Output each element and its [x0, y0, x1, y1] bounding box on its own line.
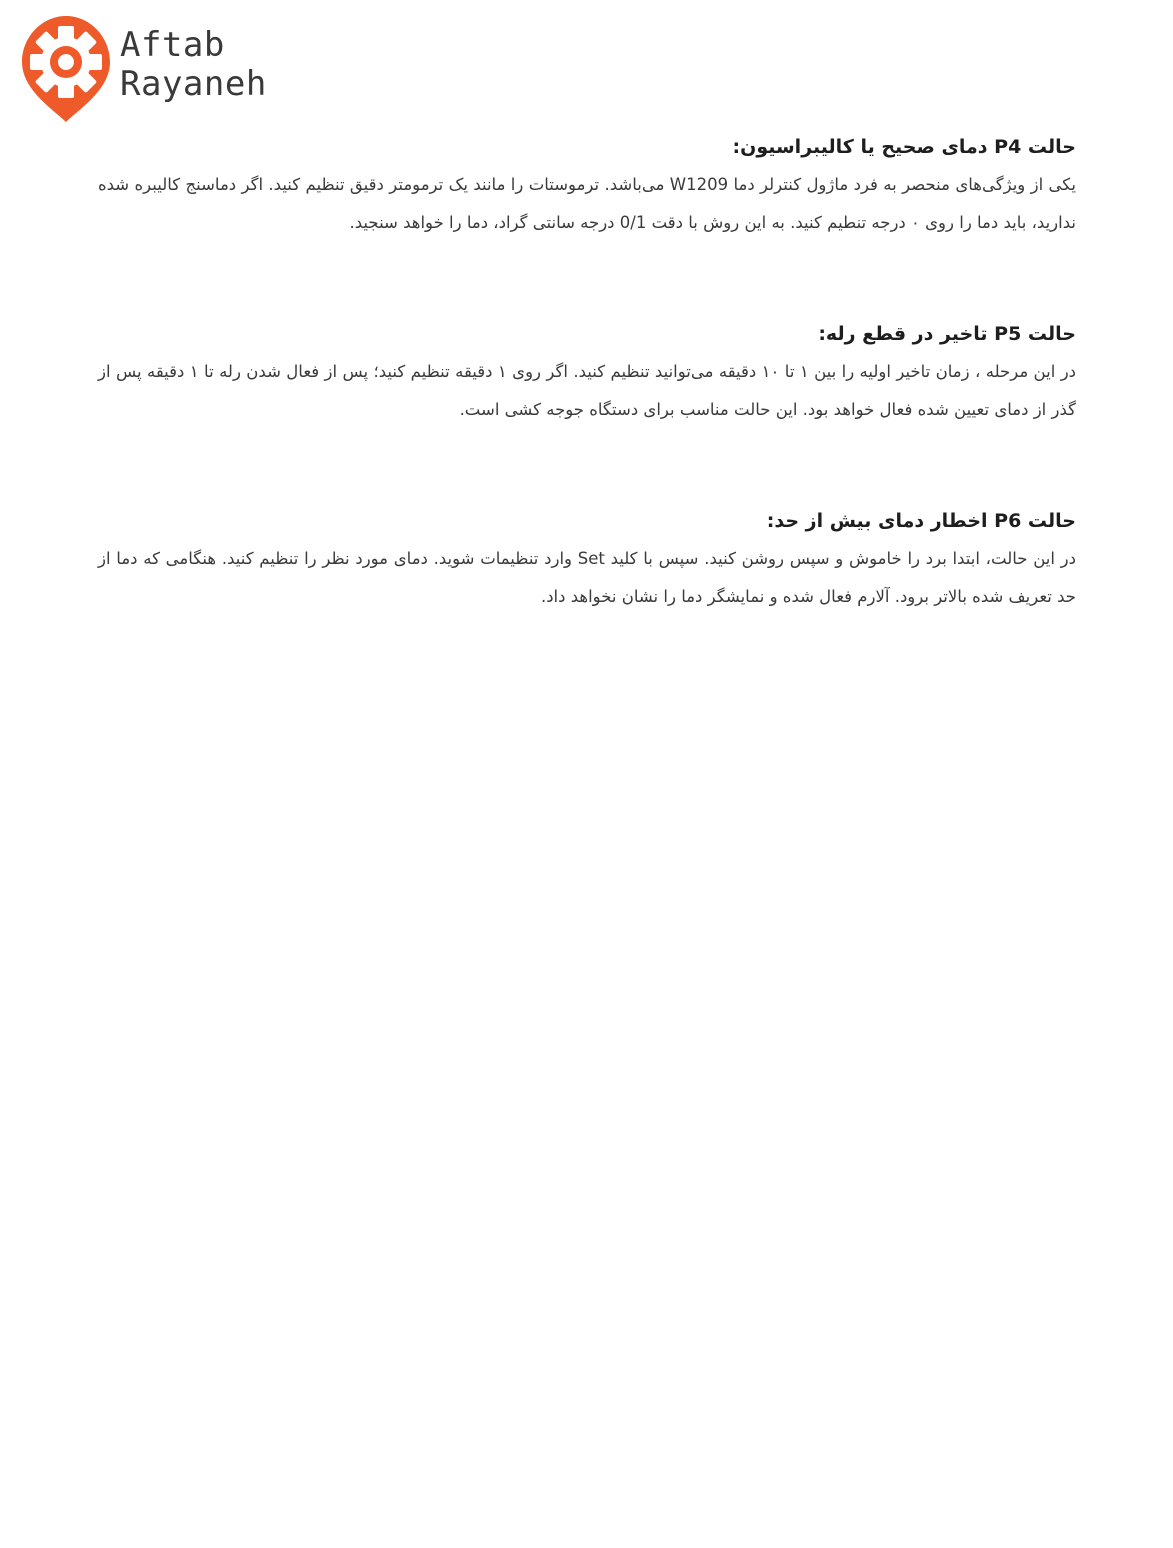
section-paragraph: در این مرحله ، زمان تاخیر اولیه را بین ۱ تا ۱۰ دقیقه می‌توانید تنظیم کنید. اگر روی ۱ دقیقه تنظیم کنید؛ پس از فعال شدن رله تا ۱ دقیقه پس از گذر از دمای تعیین شده فعال خواهد بود. این حالت مناسب برای دستگاه جوجه کشی است. — [98, 362, 1077, 419]
section-paragraph: در این حالت، ابتدا برد را خاموش و سپس روشن کنید. سپس با کلید Set وارد تنظیمات شوید. دمای مورد نظر را تنظیم کنید. هنگامی که دما از حد تعریف شده بالاتر برود. آلارم فعال شده و نمایشگر دما را نشان نخواهد داد. — [98, 549, 1076, 606]
section-paragraph: یکی از ویژگی‌های منحصر به فرد ماژول کنترلر دما W1209 می‌باشد. ترموستات را مانند یک ترمومتر دقیق تنظیم کنید. اگر دماسنج کالیبره شده ندارید، باید دما را روی ۰ درجه تنطیم کنید. به این روش با دقت 0/1 درجه سانتی گراد، دما را خواهد سنجید. — [98, 175, 1076, 232]
section-heading: حالت P4 دمای صحیح یا کالیبراسیون: — [732, 136, 1076, 158]
section-p6 — [98, 506, 1076, 616]
section-p4 — [98, 132, 1076, 242]
document-body — [98, 132, 1076, 616]
section-p5 — [98, 319, 1076, 429]
gear-pin-icon — [16, 10, 116, 125]
logo-line-1: Aftab — [120, 25, 225, 65]
section-heading: حالت P6 اخطار دمای بیش از حد: — [766, 510, 1076, 532]
logo-line-2: Rayaneh — [120, 64, 267, 104]
section-heading: حالت P5 تاخیر در قطع رله: — [818, 323, 1076, 345]
logo — [16, 10, 276, 125]
logo-wordmark — [120, 26, 267, 104]
